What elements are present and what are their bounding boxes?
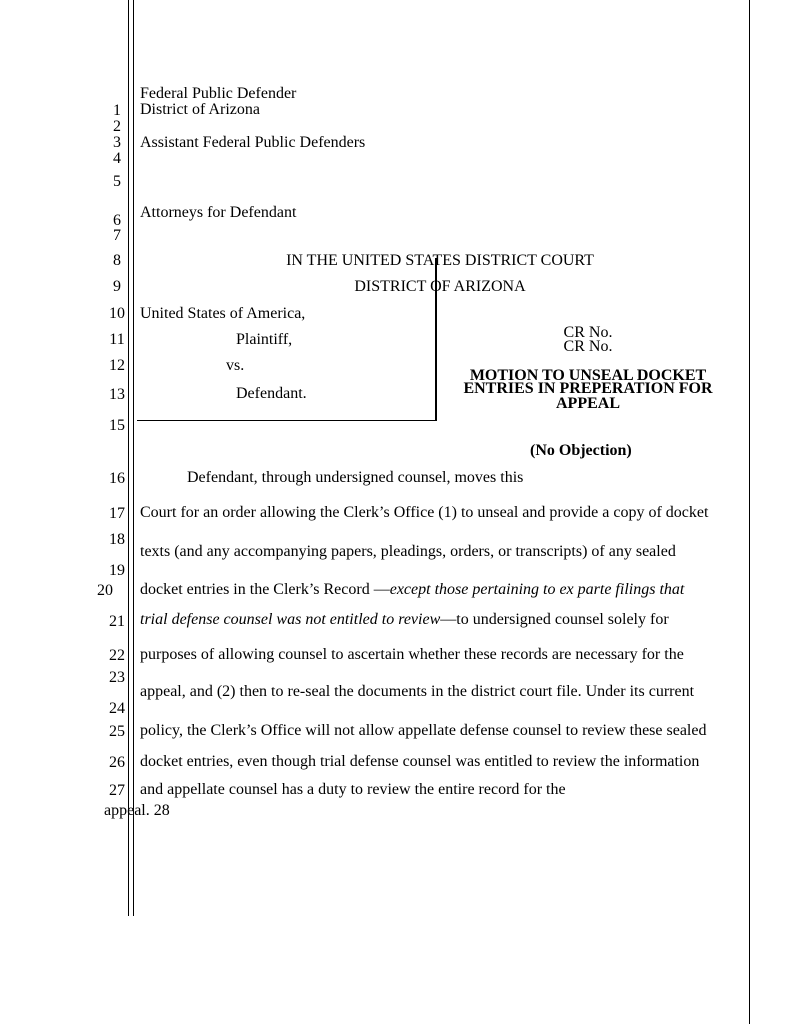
line-number: 25 [109,723,125,740]
body-line-25: policy, the Clerk’s Office will not allow appellate defense counsel to review these sealed [140,722,707,739]
body-line-23: appeal, and (2) then to re-seal the documents in the district court file. Under its current [140,683,695,700]
line-number: 1 [113,102,121,119]
line-number: 16 [109,470,125,487]
motion-title-line-3: APPEAL [556,395,620,412]
body-line-21-italic: trial defense counsel was not entitled to review [140,611,441,628]
body-line-28: appeal. 28 [104,802,170,819]
office-district: District of Arizona [140,101,260,118]
line-number: 5 [113,173,121,190]
attorneys-for-defendant: Attorneys for Defendant [140,204,297,221]
line-number: 4 [113,150,121,167]
versus-label: vs. [226,357,245,374]
line-number: 15 [109,417,125,434]
case-number-2: CR No. [563,338,613,355]
left-margin-rule-inner [133,0,134,916]
assistant-defenders: Assistant Federal Public Defenders [140,134,366,151]
line-number: 12 [109,357,125,374]
body-line-16: Defendant, through undersigned counsel, moves this [187,469,524,486]
body-line-20 [140,582,684,598]
defendant-role: Defendant. [236,385,307,402]
line-number: 26 [109,754,125,771]
body-line-26: docket entries, even though trial defense counsel was entitled to review the information [140,753,700,770]
body-line-22: purposes of allowing counsel to ascertain whether these records are necessary for the [140,646,684,663]
body-line-18: texts (and any accompanying papers, pleadings, orders, or transcripts) of any sealed [140,543,676,560]
line-number: 11 [109,331,125,348]
body-line-20-italic: except those pertaining to ex parte filings that [389,581,685,598]
motion-title-line-1: MOTION TO UNSEAL DOCKET [469,367,707,384]
line-number: 23 [109,669,125,686]
line-number: 22 [109,647,125,664]
line-number: 8 [113,252,121,269]
case-number-1: CR No. [563,324,613,341]
right-margin-rule [749,0,750,1024]
line-number: 9 [113,278,121,295]
body-line-21 [140,612,669,628]
line-number: 7 [113,227,121,244]
line-number: 20 [97,582,113,599]
body-line-20-text: docket entries in the Clerk’s Record — [140,581,390,598]
caption-divider-horizontal [137,420,437,421]
line-number: 27 [109,782,125,799]
line-number: 10 [109,305,125,322]
line-number: 21 [109,613,125,630]
body-line-17: Court for an order allowing the Clerk’s Office (1) to unseal and provide a copy of docket [140,504,709,521]
office-name: Federal Public Defender [140,85,297,102]
plaintiff-name: United States of America, [140,305,306,322]
line-number: 18 [109,531,125,548]
line-number: 2 [113,118,121,135]
line-number: 3 [113,134,121,151]
court-name: IN THE UNITED STATES DISTRICT COURT [286,252,594,269]
plaintiff-role: Plaintiff, [236,331,293,348]
body-line-21-text: —to undersigned counsel solely for [440,611,669,628]
motion-title-line-2: ENTRIES IN PREPERATION FOR [463,380,713,397]
no-objection-label: (No Objection) [530,442,632,459]
line-number: 13 [109,386,125,403]
court-district: DISTRICT OF ARIZONA [354,278,526,295]
body-line-27: and appellate counsel has a duty to review the entire record for the [140,781,566,798]
line-number: 19 [109,562,125,579]
line-number: 17 [109,505,125,522]
line-number: 24 [109,700,125,717]
line-number: 6 [113,212,121,229]
